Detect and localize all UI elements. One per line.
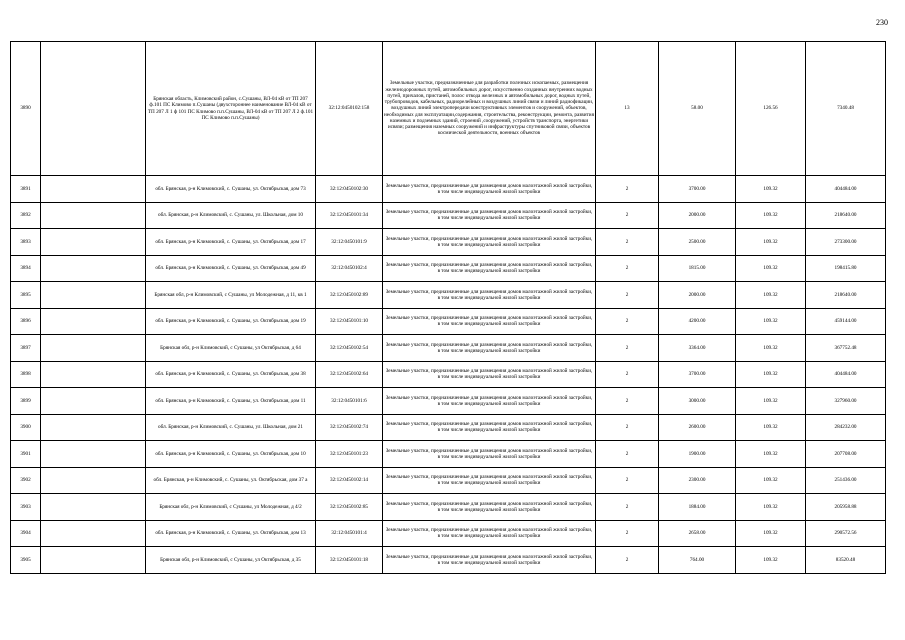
table-row bbox=[11, 547, 886, 574]
table-row bbox=[11, 229, 886, 256]
cadastral-number-cell: 32:12:0450102:74 bbox=[316, 414, 383, 441]
cadastral-number-cell: 32:12:0450101:23 bbox=[316, 441, 383, 468]
row-number-cell: 3898 bbox=[11, 361, 41, 388]
table-row bbox=[11, 467, 886, 494]
table-row bbox=[11, 282, 886, 309]
row-number-cell: 3900 bbox=[11, 414, 41, 441]
land-use-group-cell: 2 bbox=[596, 361, 659, 388]
address-cell: обл. Брянская, р-н Климовский, с. Сушаны, ул. Октябрьская, дом 37 а bbox=[146, 467, 316, 494]
cadastral-value-cell: 83520.48 bbox=[806, 547, 886, 574]
blank-cell bbox=[41, 229, 146, 256]
row-number-cell: 3901 bbox=[11, 441, 41, 468]
blank-cell bbox=[41, 308, 146, 335]
land-use-group-cell: 2 bbox=[596, 441, 659, 468]
land-use-purpose-cell: Земельные участки, предназначенные для размещения домов малоэтажной жилой застройки, в том числе индивидуальной жилой застройки bbox=[383, 467, 596, 494]
land-use-group-cell: 2 bbox=[596, 229, 659, 256]
specific-value-cell: 109.32 bbox=[736, 467, 806, 494]
address-cell: обл. Брянская, р-н Климовский, с. Сушаны, ул. Октябрьская, дом 11 bbox=[146, 388, 316, 415]
land-use-group-cell: 2 bbox=[596, 282, 659, 309]
cadastral-value-cell: 198415.80 bbox=[806, 255, 886, 282]
area-cell: 2658.00 bbox=[659, 520, 736, 547]
table-row bbox=[11, 202, 886, 229]
specific-value-cell: 109.32 bbox=[736, 388, 806, 415]
table-row bbox=[11, 520, 886, 547]
land-use-purpose-cell: Земельные участки, предназначенные для размещения домов малоэтажной жилой застройки, в том числе индивидуальной жилой застройки bbox=[383, 388, 596, 415]
cadastral-value-cell: 251436.00 bbox=[806, 467, 886, 494]
row-number-cell: 3902 bbox=[11, 467, 41, 494]
cadastral-number-cell: 32:12:0450101:4 bbox=[316, 520, 383, 547]
table-row bbox=[11, 414, 886, 441]
land-use-group-cell: 2 bbox=[596, 202, 659, 229]
cadastral-number-cell: 32:12:0450102:158 bbox=[316, 42, 383, 176]
specific-value-cell: 109.32 bbox=[736, 494, 806, 521]
table-row bbox=[11, 388, 886, 415]
area-cell: 58.00 bbox=[659, 42, 736, 176]
land-use-purpose-cell: Земельные участки, предназначенные для размещения домов малоэтажной жилой застройки, в том числе индивидуальной жилой застройки bbox=[383, 335, 596, 362]
area-cell: 2600.00 bbox=[659, 414, 736, 441]
land-use-purpose-cell: Земельные участки, предназначенные для размещения домов малоэтажной жилой застройки, в том числе индивидуальной жилой застройки bbox=[383, 547, 596, 574]
address-cell: обл. Брянская, р-н Климовский, с. Сушаны, ул. Октябрьская, дом 73 bbox=[146, 176, 316, 203]
land-use-purpose-cell: Земельные участки, предназначенные для размещения домов малоэтажной жилой застройки, в том числе индивидуальной жилой застройки bbox=[383, 202, 596, 229]
land-use-group-cell: 2 bbox=[596, 255, 659, 282]
row-number-cell: 3892 bbox=[11, 202, 41, 229]
cadastral-value-cell: 290572.56 bbox=[806, 520, 886, 547]
blank-cell bbox=[41, 176, 146, 203]
address-cell: обл. Брянская, р-н Климовский, с. Сушаны, ул. Школьная, дом 10 bbox=[146, 202, 316, 229]
table-row bbox=[11, 441, 886, 468]
blank-cell bbox=[41, 547, 146, 574]
cadastral-value-cell: 284232.00 bbox=[806, 414, 886, 441]
land-use-purpose-cell: Земельные участки, предназначенные для размещения домов малоэтажной жилой застройки, в том числе индивидуальной жилой застройки bbox=[383, 414, 596, 441]
specific-value-cell: 109.32 bbox=[736, 414, 806, 441]
row-number-cell: 3894 bbox=[11, 255, 41, 282]
row-number-cell: 3893 bbox=[11, 229, 41, 256]
row-number-cell: 3899 bbox=[11, 388, 41, 415]
address-cell: обл. Брянская, р-н Климовский, с. Сушаны, ул. Октябрьская, дом 17 bbox=[146, 229, 316, 256]
land-use-group-cell: 2 bbox=[596, 547, 659, 574]
cadastral-number-cell: 32:12:0450101:18 bbox=[316, 547, 383, 574]
land-use-purpose-cell: Земельные участки, предназначенные для разработки полезных ископаемых, размещения железнодорожных путей, автомобильных дорог, искусственно созданных внутренних водных путей, причалов, пристаней, полос отвода железных и автомобильных дорог, водных путей, трубопроводов, кабельных, радиорелейных и воздушных линий связи и линий радиофикации, воздушных линий электропередачи конструктивных элементов и сооружений, объектов, необходимых для эксплуатации,содержания, строительства, реконструкции, ремонта, развития наземных и подземных зданий, строений ,сооружений, устройств транспорта, энергетики исвязи; размещения наземных сооружений и инфраструктуры спутниковой связи, объектов космической деятельности, военных объектов bbox=[383, 42, 596, 176]
table-row bbox=[11, 335, 886, 362]
row-number-cell: 3895 bbox=[11, 282, 41, 309]
table-row bbox=[11, 255, 886, 282]
land-use-purpose-cell: Земельные участки, предназначенные для размещения домов малоэтажной жилой застройки, в том числе индивидуальной жилой застройки bbox=[383, 229, 596, 256]
table-row bbox=[11, 494, 886, 521]
table-row bbox=[11, 42, 886, 176]
specific-value-cell: 109.32 bbox=[736, 547, 806, 574]
row-number-cell: 3897 bbox=[11, 335, 41, 362]
land-use-group-cell: 2 bbox=[596, 335, 659, 362]
blank-cell bbox=[41, 467, 146, 494]
specific-value-cell: 109.32 bbox=[736, 202, 806, 229]
land-use-purpose-cell: Земельные участки, предназначенные для размещения домов малоэтажной жилой застройки, в том числе индивидуальной жилой застройки bbox=[383, 494, 596, 521]
cadastral-value-cell: 218640.00 bbox=[806, 282, 886, 309]
specific-value-cell: 109.32 bbox=[736, 229, 806, 256]
land-use-group-cell: 2 bbox=[596, 176, 659, 203]
blank-cell bbox=[41, 255, 146, 282]
page-number: 230 bbox=[876, 18, 888, 27]
blank-cell bbox=[41, 494, 146, 521]
row-number-cell: 3904 bbox=[11, 520, 41, 547]
address-cell: обл. Брянская, р-н Климовский, с. Сушаны, ул. Школьная, дом 21 bbox=[146, 414, 316, 441]
area-cell: 1900.00 bbox=[659, 441, 736, 468]
blank-cell bbox=[41, 361, 146, 388]
cadastral-value-cell: 459144.00 bbox=[806, 308, 886, 335]
area-cell: 3000.00 bbox=[659, 388, 736, 415]
address-cell: Брянская обл, р-н Климовский, с Сушаны, ул Октябрьская, д 35 bbox=[146, 547, 316, 574]
blank-cell bbox=[41, 42, 146, 176]
registry-body bbox=[11, 42, 886, 574]
blank-cell bbox=[41, 282, 146, 309]
area-cell: 3700.00 bbox=[659, 361, 736, 388]
cadastral-number-cell: 32:12:0450101:9 bbox=[316, 229, 383, 256]
row-number-cell: 3905 bbox=[11, 547, 41, 574]
address-cell: Брянская обл, р-н Климовский, с Сушаны, ул Молодежная, д 4/2 bbox=[146, 494, 316, 521]
cadastral-number-cell: 32:12:0450102:89 bbox=[316, 282, 383, 309]
row-number-cell: 3891 bbox=[11, 176, 41, 203]
specific-value-cell: 109.32 bbox=[736, 282, 806, 309]
cadastral-value-cell: 404484.00 bbox=[806, 361, 886, 388]
specific-value-cell: 109.32 bbox=[736, 255, 806, 282]
address-cell: обл. Брянская, р-н Климовский, с. Сушаны, ул. Октябрьская, дом 19 bbox=[146, 308, 316, 335]
area-cell: 764.00 bbox=[659, 547, 736, 574]
land-use-purpose-cell: Земельные участки, предназначенные для размещения домов малоэтажной жилой застройки, в том числе индивидуальной жилой застройки bbox=[383, 441, 596, 468]
land-use-group-cell: 2 bbox=[596, 494, 659, 521]
cadastral-number-cell: 32:12:0450101:34 bbox=[316, 202, 383, 229]
blank-cell bbox=[41, 388, 146, 415]
cadastral-number-cell: 32:12:0450101:10 bbox=[316, 308, 383, 335]
cadastral-number-cell: 32:12:0450102:64 bbox=[316, 361, 383, 388]
land-use-purpose-cell: Земельные участки, предназначенные для размещения домов малоэтажной жилой застройки, в том числе индивидуальной жилой застройки bbox=[383, 361, 596, 388]
cadastral-value-cell: 327960.00 bbox=[806, 388, 886, 415]
table-row bbox=[11, 308, 886, 335]
cadastral-value-cell: 367752.48 bbox=[806, 335, 886, 362]
land-use-group-cell: 2 bbox=[596, 520, 659, 547]
cadastral-number-cell: 32:12:0450102:54 bbox=[316, 335, 383, 362]
land-use-group-cell: 2 bbox=[596, 414, 659, 441]
land-use-purpose-cell: Земельные участки, предназначенные для размещения домов малоэтажной жилой застройки, в том числе индивидуальной жилой застройки bbox=[383, 255, 596, 282]
specific-value-cell: 109.32 bbox=[736, 335, 806, 362]
row-number-cell: 3903 bbox=[11, 494, 41, 521]
address-cell: обл. Брянская, р-н Климовский, с. Сушаны, ул. Октябрьская, дом 38 bbox=[146, 361, 316, 388]
area-cell: 2000.00 bbox=[659, 202, 736, 229]
cadastral-value-cell: 205958.88 bbox=[806, 494, 886, 521]
address-cell: обл. Брянская, р-н Климовский, с. Сушаны, ул. Октябрьская, дом 10 bbox=[146, 441, 316, 468]
blank-cell bbox=[41, 202, 146, 229]
address-cell: обл. Брянская, р-н Климовский, с. Сушаны, ул. Октябрьская, дом 49 bbox=[146, 255, 316, 282]
land-use-purpose-cell: Земельные участки, предназначенные для размещения домов малоэтажной жилой застройки, в том числе индивидуальной жилой застройки bbox=[383, 176, 596, 203]
area-cell: 1815.00 bbox=[659, 255, 736, 282]
cadastral-number-cell: 32:12:0450102:14 bbox=[316, 467, 383, 494]
address-cell: Брянская область, Климовский район, с.Сушаны, ВЛ-04 кВ от ТП 207 ф.101 ПС Климово п.Сушаны (двухстороннее наименование ВЛ-04 кВ от ТП 207 Л 1 ф 101 ПС Климово п.п.Сушаны, ВЛ-04 кВ от ТП 207 Л 2 ф.101 ПС Климово п.п.Сушаны) bbox=[146, 42, 316, 176]
cadastral-value-cell: 207708.00 bbox=[806, 441, 886, 468]
land-use-purpose-cell: Земельные участки, предназначенные для размещения домов малоэтажной жилой застройки, в том числе индивидуальной жилой застройки bbox=[383, 520, 596, 547]
area-cell: 2300.00 bbox=[659, 467, 736, 494]
area-cell: 3700.00 bbox=[659, 176, 736, 203]
land-use-group-cell: 2 bbox=[596, 467, 659, 494]
specific-value-cell: 109.32 bbox=[736, 361, 806, 388]
land-use-purpose-cell: Земельные участки, предназначенные для размещения домов малоэтажной жилой застройки, в том числе индивидуальной жилой застройки bbox=[383, 308, 596, 335]
land-use-group-cell: 13 bbox=[596, 42, 659, 176]
address-cell: обл. Брянская, р-н Климовский, с. Сушаны, ул. Октябрьская, дом 13 bbox=[146, 520, 316, 547]
cadastral-value-cell: 273300.00 bbox=[806, 229, 886, 256]
cadastral-registry-table bbox=[10, 41, 886, 574]
blank-cell bbox=[41, 335, 146, 362]
table-row bbox=[11, 361, 886, 388]
area-cell: 4200.00 bbox=[659, 308, 736, 335]
cadastral-value-cell: 218640.00 bbox=[806, 202, 886, 229]
specific-value-cell: 126.56 bbox=[736, 42, 806, 176]
specific-value-cell: 109.32 bbox=[736, 176, 806, 203]
cadastral-number-cell: 32:12:0450102:4 bbox=[316, 255, 383, 282]
land-use-group-cell: 2 bbox=[596, 388, 659, 415]
specific-value-cell: 109.32 bbox=[736, 441, 806, 468]
address-cell: Брянская обл, р-н Климовский, с Сушаны, ул Октябрьская, д 64 bbox=[146, 335, 316, 362]
blank-cell bbox=[41, 414, 146, 441]
land-use-group-cell: 2 bbox=[596, 308, 659, 335]
blank-cell bbox=[41, 520, 146, 547]
table-row bbox=[11, 176, 886, 203]
address-cell: Брянская обл, р-н Климовский, с Сушаны, ул Молодежная, д 11, кв 1 bbox=[146, 282, 316, 309]
specific-value-cell: 109.32 bbox=[736, 520, 806, 547]
row-number-cell: 3890 bbox=[11, 42, 41, 176]
specific-value-cell: 109.32 bbox=[736, 308, 806, 335]
cadastral-number-cell: 32:12:0450101:6 bbox=[316, 388, 383, 415]
cadastral-number-cell: 32:12:0450102:85 bbox=[316, 494, 383, 521]
area-cell: 3364.00 bbox=[659, 335, 736, 362]
cadastral-value-cell: 7340.48 bbox=[806, 42, 886, 176]
area-cell: 2500.00 bbox=[659, 229, 736, 256]
land-use-purpose-cell: Земельные участки, предназначенные для размещения домов малоэтажной жилой застройки, в том числе индивидуальной жилой застройки bbox=[383, 282, 596, 309]
cadastral-value-cell: 404484.00 bbox=[806, 176, 886, 203]
area-cell: 2000.00 bbox=[659, 282, 736, 309]
row-number-cell: 3896 bbox=[11, 308, 41, 335]
area-cell: 1884.00 bbox=[659, 494, 736, 521]
blank-cell bbox=[41, 441, 146, 468]
cadastral-number-cell: 32:12:0450102:30 bbox=[316, 176, 383, 203]
